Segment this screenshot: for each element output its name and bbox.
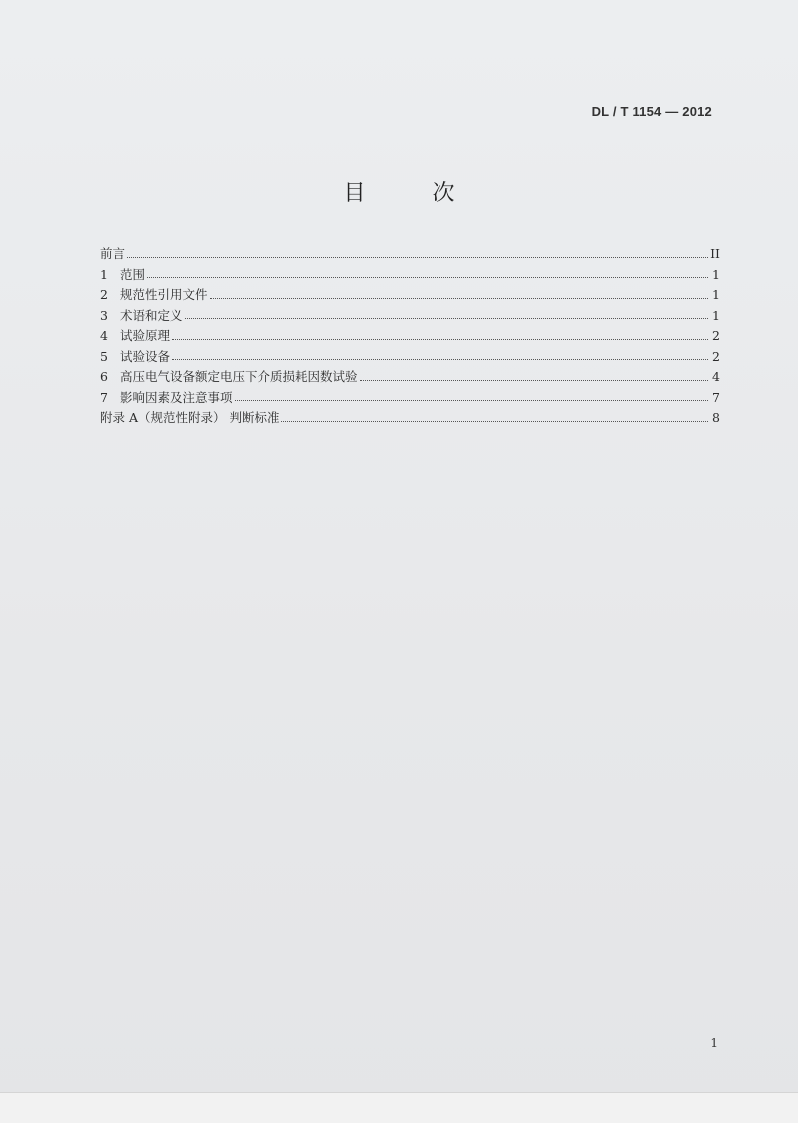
toc-entry-label: 高压电气设备额定电压下介质损耗因数试验: [120, 369, 358, 384]
toc-entry-label: 试验设备: [120, 348, 171, 364]
toc-entry-normative-references[interactable]: [100, 285, 720, 306]
standard-code: DL / T 1154 — 2012: [591, 104, 712, 119]
toc-entry-number: 6: [100, 369, 108, 384]
toc-leader-dots: [185, 318, 708, 319]
page-number: 1: [710, 1036, 718, 1050]
toc-leader-dots: [147, 277, 708, 278]
toc-entry-page: 2: [712, 348, 720, 364]
toc-entry-test-equipment[interactable]: [100, 347, 720, 368]
toc-entry-preface[interactable]: [100, 244, 720, 265]
toc-leader-dots: [360, 380, 708, 381]
toc-leader-dots: [210, 298, 708, 299]
toc-entry-page: II: [710, 246, 720, 261]
toc-entry-dielectric-loss-test[interactable]: [100, 367, 720, 388]
toc-entry-terms-definitions[interactable]: [100, 306, 720, 327]
toc-entry-page: 2: [712, 328, 720, 343]
toc-entry-number: 1: [100, 266, 108, 282]
toc-entry-number: 2: [100, 287, 108, 302]
toc-entry-number: 3: [100, 307, 108, 323]
toc-entry-label: 附录 A（规范性附录） 判断标准: [100, 410, 280, 425]
toc-entry-label: 范围: [120, 266, 146, 282]
table-of-contents: [100, 244, 720, 429]
toc-entry-page: 8: [712, 410, 720, 425]
page-title: 目 次: [343, 181, 485, 206]
toc-entry-test-principle[interactable]: [100, 326, 720, 347]
toc-entry-appendix-a[interactable]: [100, 408, 720, 429]
scan-bottom-edge: [0, 1092, 798, 1123]
toc-entry-number: 7: [100, 389, 108, 405]
toc-entry-label: 影响因素及注意事项: [120, 389, 233, 405]
toc-leader-dots: [172, 339, 708, 340]
toc-entry-influencing-factors[interactable]: [100, 388, 720, 409]
toc-entry-number: 4: [100, 328, 108, 343]
toc-leader-dots: [127, 257, 708, 258]
toc-leader-dots: [235, 400, 708, 401]
toc-leader-dots: [281, 421, 708, 422]
toc-entry-page: 7: [712, 389, 720, 405]
toc-entry-label: 规范性引用文件: [120, 287, 208, 302]
toc-entry-page: 1: [712, 307, 720, 323]
toc-entry-page: 1: [712, 287, 720, 302]
toc-entry-number: 5: [100, 348, 108, 364]
toc-entry-page: 1: [712, 266, 720, 282]
toc-entry-page: 4: [712, 369, 720, 384]
toc-leader-dots: [172, 359, 708, 360]
toc-entry-label: 试验原理: [120, 328, 171, 343]
toc-entry-label: 前言: [100, 246, 126, 261]
toc-entry-label: 术语和定义: [120, 307, 183, 323]
toc-entry-scope[interactable]: [100, 265, 720, 286]
